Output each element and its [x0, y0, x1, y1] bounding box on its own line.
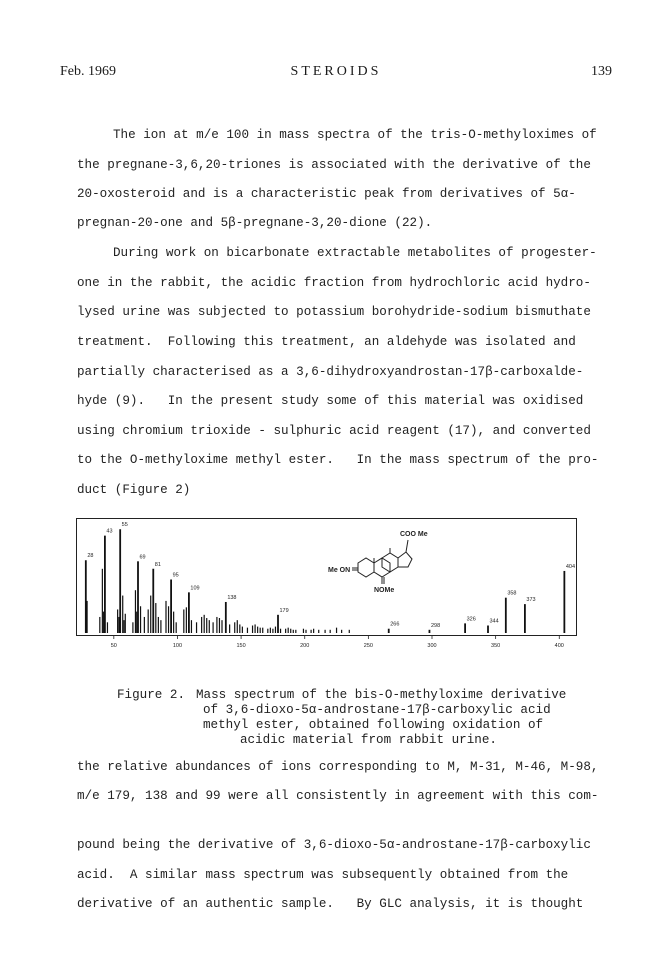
text-line: the pregnane-3,6,20-triones is associated with the derivative of the — [77, 158, 591, 172]
peak-label: 298 — [430, 622, 441, 629]
x-tick-label: 50 — [110, 643, 117, 649]
peak-label: 43 — [106, 528, 113, 535]
caption-label: Figure 2. — [117, 688, 186, 702]
text-line: lysed urine was subjected to potassium borohydride-sodium bismuthate — [77, 305, 591, 319]
x-tick-label: 200 — [300, 643, 310, 649]
peak-label: 358 — [507, 590, 517, 597]
text-line: duct (Figure 2) — [77, 483, 191, 497]
x-tick-label: 350 — [491, 643, 501, 649]
text-line: The ion at m/e 100 in mass spectra of the tris-O-methyloximes of — [113, 128, 597, 142]
caption-line: methyl ester, obtained following oxidation of — [203, 718, 544, 732]
x-tick-label: 150 — [236, 643, 246, 649]
text-line: hyde (9). In the present study some of this material was oxidised — [77, 394, 584, 408]
peak-label: 69 — [139, 554, 146, 561]
text-line: partially characterised as a 3,6-dihydroxyandrostan-17β-carboxalde- — [77, 365, 584, 379]
structure-label-meon: Me ON — [328, 567, 351, 574]
structure-label-cooMe: COO Me — [400, 531, 428, 538]
caption-line: acidic material from rabbit urine. — [240, 733, 497, 747]
text-line: pregnan-20-one and 5β-pregnane-3,20-dione (22). — [77, 216, 433, 230]
peak-label: 266 — [390, 621, 400, 628]
body-text-bottom — [77, 0, 597, 960]
peak-label: 109 — [190, 585, 200, 592]
page-number: 139 — [591, 64, 612, 79]
text-line: 20-oxosteroid and is a characteristic peak from derivatives of 5α- — [77, 187, 576, 201]
text-line: to the O-methyloxime methyl ester. In the mass spectrum of the pro- — [77, 453, 599, 467]
peak-label: 179 — [279, 607, 289, 614]
caption-line: of 3,6-dioxo-5α-androstane-17β-carboxylic acid — [203, 703, 551, 717]
structure-label-nome: NOMe — [374, 587, 395, 594]
peak-label: 28 — [87, 553, 94, 560]
running-header-journal: STEROIDS — [290, 64, 382, 79]
peak-label: 81 — [154, 561, 161, 568]
text-line: derivative of an authentic sample. By GLC analysis, it is thought — [77, 897, 584, 911]
text-line: using chromium trioxide - sulphuric acid reagent (17), and converted — [77, 424, 591, 438]
peak-label: 373 — [526, 597, 536, 604]
text-line: pound being the derivative of 3,6-dioxo-5α-androstane-17β-carboxylic — [77, 838, 591, 852]
peak-label: 404 — [565, 563, 576, 570]
caption-line: Mass spectrum of the bis-O-methyloxime derivative — [196, 688, 567, 702]
text-line: the relative abundances of ions corresponding to M, M-31, M-46, M-98, — [77, 760, 599, 774]
x-tick-label: 250 — [363, 643, 373, 649]
peak-label: 344 — [489, 618, 499, 625]
x-tick-label: 400 — [554, 643, 564, 649]
text-line: treatment. Following this treatment, an aldehyde was isolated and — [77, 335, 576, 349]
text-line: one in the rabbit, the acidic fraction from hydrochloric acid hydro- — [77, 276, 591, 290]
text-line: During work on bicarbonate extractable metabolites of progester- — [113, 246, 597, 260]
peak-label: 55 — [121, 522, 128, 529]
peak-label: 326 — [466, 616, 476, 623]
peak-label: 138 — [227, 594, 237, 601]
x-tick-label: 300 — [427, 643, 437, 649]
text-line: acid. A similar mass spectrum was subsequently obtained from the — [77, 868, 569, 882]
peak-label: 95 — [172, 572, 179, 579]
text-line: m/e 179, 138 and 99 were all consistently in agreement with this com- — [77, 789, 599, 803]
running-header-date: Feb. 1969 — [60, 64, 116, 79]
x-tick-label: 100 — [172, 643, 183, 649]
